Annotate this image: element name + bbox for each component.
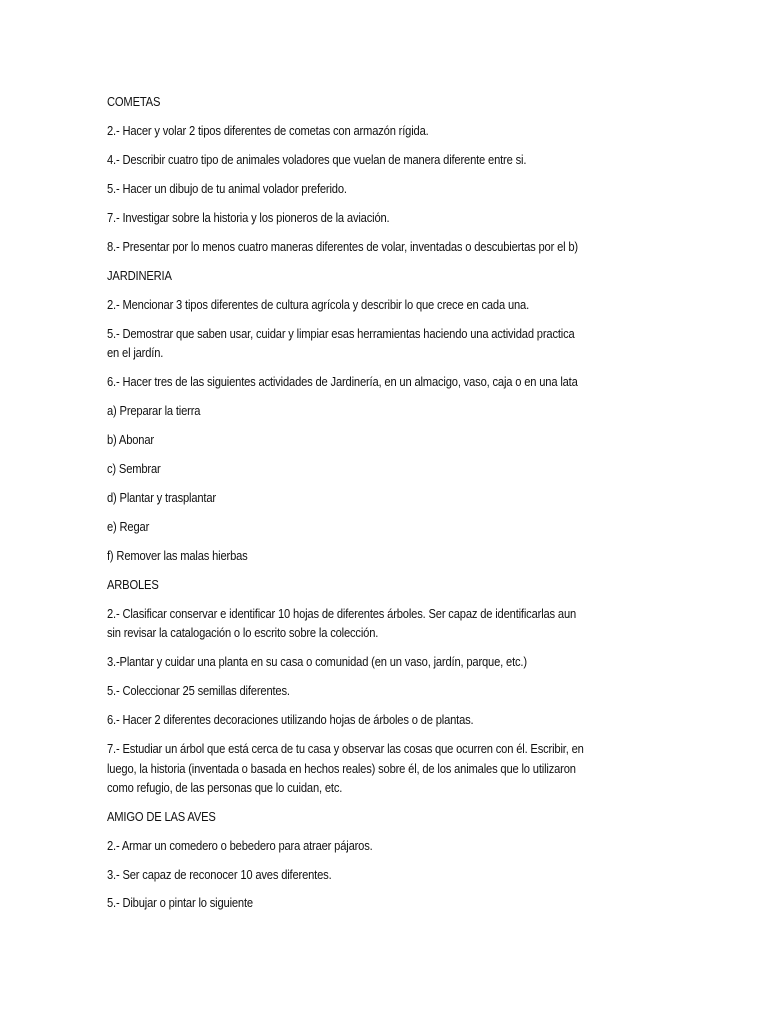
jardineria-item-6: 6.- Hacer tres de las siguientes actividades de Jardinería, en un almacigo, vaso, caja o en una lata xyxy=(107,374,578,389)
arboles-item-7: 7.- Estudiar un árbol que está cerca de tu casa y observar las cosas que ocurren con él. Escribir, en xyxy=(107,741,584,756)
heading-cometas: COMETAS xyxy=(107,94,161,109)
jardineria-subitem-e: e) Regar xyxy=(107,519,150,534)
cometas-item-4: 4.- Describir cuatro tipo de animales voladores que vuelan de manera diferente entre si. xyxy=(107,152,527,167)
aves-item-5: 5.- Dibujar o pintar lo siguiente xyxy=(107,895,253,910)
jardineria-item-5: 5.- Demostrar que saben usar, cuidar y limpiar esas herramientas haciendo una actividad practica xyxy=(107,326,575,341)
arboles-item-6: 6.- Hacer 2 diferentes decoraciones utilizando hojas de árboles o de plantas. xyxy=(107,712,474,727)
heading-amigo-de-las-aves: AMIGO DE LAS AVES xyxy=(107,809,216,824)
jardineria-item-5-cont: en el jardín. xyxy=(107,345,164,360)
jardineria-subitem-f: f) Remover las malas hierbas xyxy=(107,548,248,563)
jardineria-subitem-b: b) Abonar xyxy=(107,432,154,447)
jardineria-item-2: 2.- Mencionar 3 tipos diferentes de cultura agrícola y describir lo que crece en cada una. xyxy=(107,297,530,312)
heading-arboles: ARBOLES xyxy=(107,577,159,592)
arboles-item-3: 3.-Plantar y cuidar una planta en su casa o comunidad (en un vaso, jardín, parque, etc.) xyxy=(107,654,527,669)
cometas-item-7: 7.- Investigar sobre la historia y los pioneros de la aviación. xyxy=(107,210,390,225)
arboles-item-2-cont: sin revisar la catalogación o lo escrito sobre la colección. xyxy=(107,625,379,640)
arboles-item-2: 2.- Clasificar conservar e identificar 10 hojas de diferentes árboles. Ser capaz de identificarlas aun xyxy=(107,606,577,621)
jardineria-subitem-d: d) Plantar y trasplantar xyxy=(107,490,216,505)
cometas-item-8: 8.- Presentar por lo menos cuatro maneras diferentes de volar, inventadas o descubiertas por el b) xyxy=(107,239,578,254)
arboles-item-7-cont-1: luego, la historia (inventada o basada en hechos reales) sobre él, de los animales que lo utilizaron xyxy=(107,761,576,776)
cometas-item-2: 2.- Hacer y volar 2 tipos diferentes de cometas con armazón rígida. xyxy=(107,123,429,138)
cometas-item-5: 5.- Hacer un dibujo de tu animal volador preferido. xyxy=(107,181,347,196)
aves-item-3: 3.- Ser capaz de reconocer 10 aves diferentes. xyxy=(107,867,332,882)
jardineria-subitem-a: a) Preparar la tierra xyxy=(107,403,201,418)
arboles-item-5: 5.- Coleccionar 25 semillas diferentes. xyxy=(107,683,290,698)
jardineria-subitem-c: c) Sembrar xyxy=(107,461,161,476)
aves-item-2: 2.- Armar un comedero o bebedero para atraer pájaros. xyxy=(107,838,373,853)
heading-jardineria: JARDINERIA xyxy=(107,268,172,283)
arboles-item-7-cont-2: como refugio, de las personas que lo cuidan, etc. xyxy=(107,780,343,795)
